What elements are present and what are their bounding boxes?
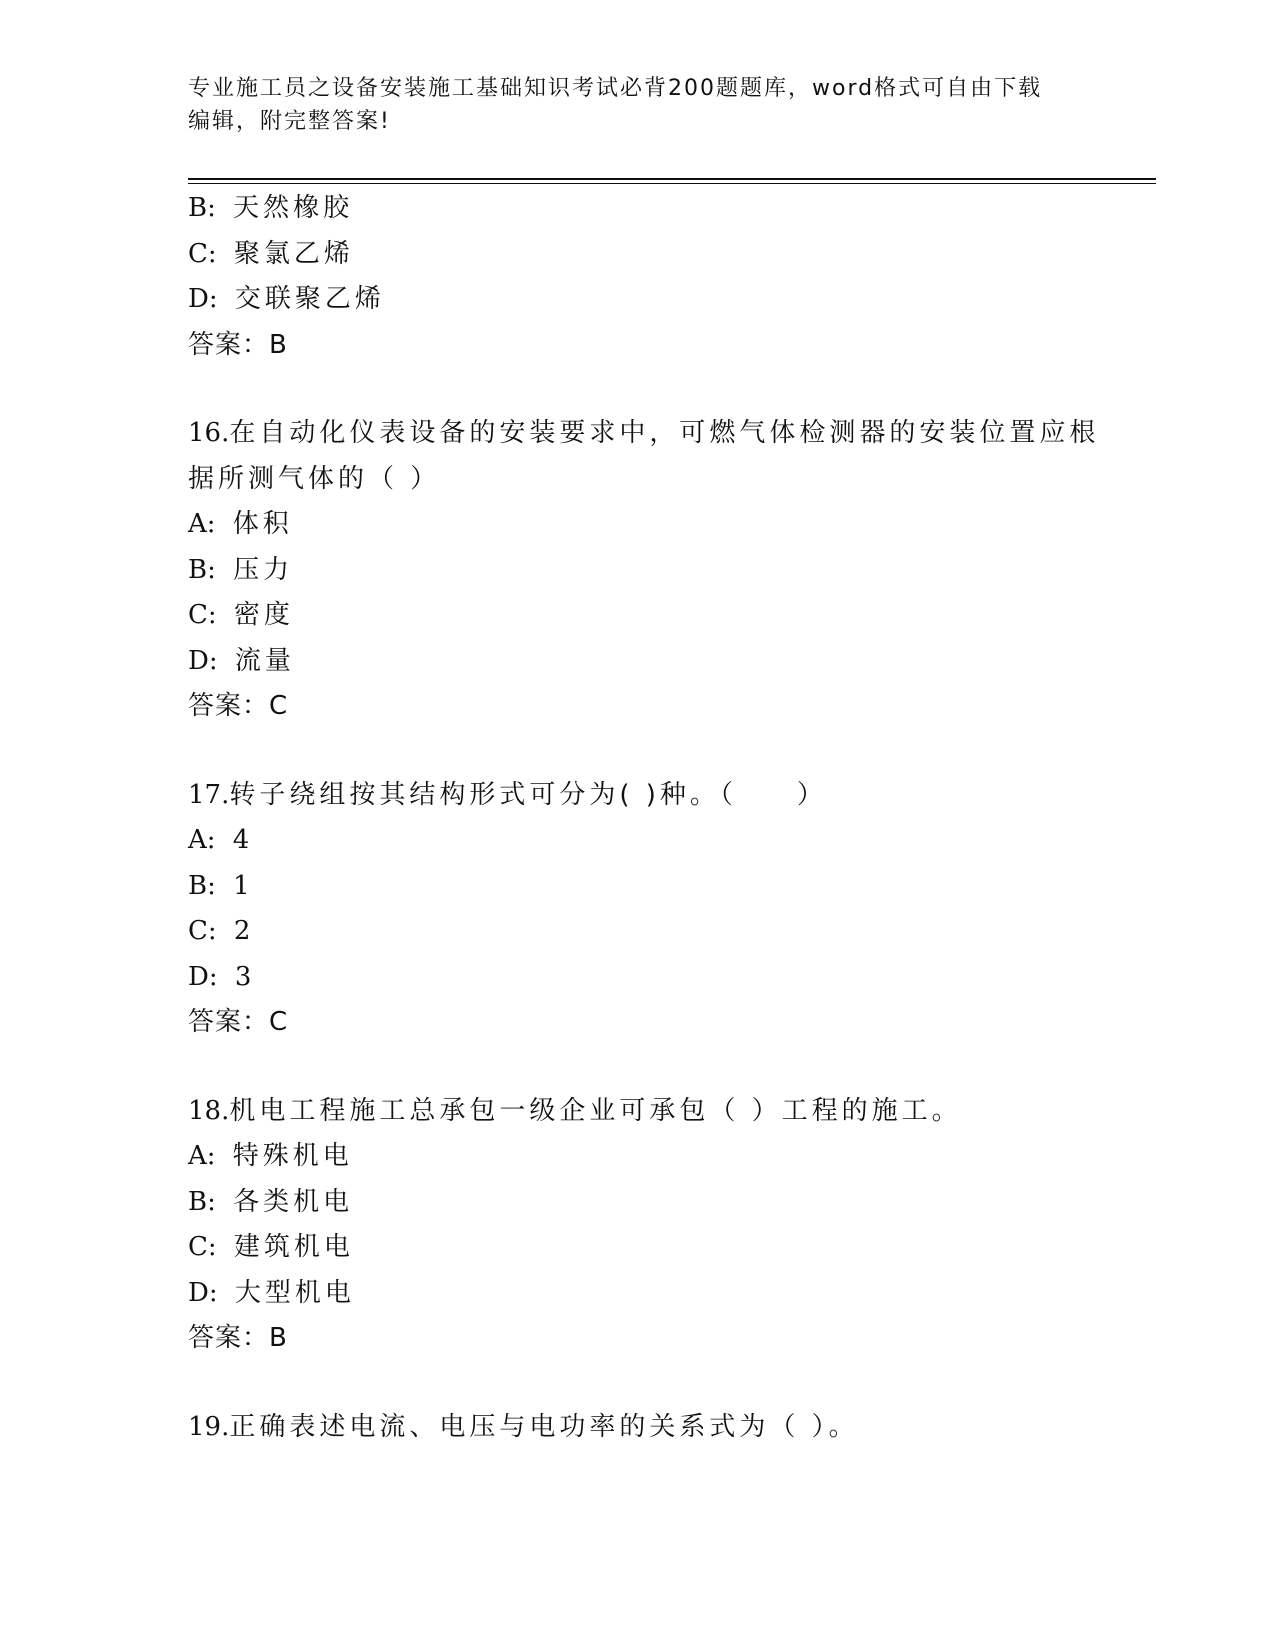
option-a: A: 4 bbox=[188, 825, 250, 855]
option-d: D: 大型机电 bbox=[188, 1277, 355, 1308]
question-text: 19.正确表述电流、电压与电功率的关系式为（ ）。 bbox=[188, 1411, 859, 1442]
header-divider-thick bbox=[188, 178, 1156, 180]
option-c: C: 聚氯乙烯 bbox=[188, 238, 354, 269]
question-15-continued bbox=[188, 186, 1088, 368]
option-b: B: 天然橡胶 bbox=[188, 193, 354, 223]
question-16 bbox=[188, 411, 1100, 730]
option-d: D: 交联聚乙烯 bbox=[188, 284, 385, 314]
question-19 bbox=[188, 1405, 1088, 1451]
answer-line: 答案：B bbox=[188, 329, 288, 360]
option-b: B: 各类机电 bbox=[188, 1186, 354, 1217]
header-line-1: 专业施工员之设备安装施工基础知识考试必背200题题库，word格式可自由下载 bbox=[188, 76, 1043, 101]
question-18 bbox=[188, 1089, 1088, 1362]
header-divider-thin bbox=[188, 183, 1156, 184]
option-b: B: 压力 bbox=[188, 554, 294, 585]
answer-line: 答案：B bbox=[188, 1323, 288, 1353]
question-text-continued: 据所测气体的（ ） bbox=[188, 463, 441, 494]
question-17 bbox=[188, 773, 1088, 1046]
option-c: C: 建筑机电 bbox=[188, 1232, 354, 1262]
answer-line: 答案：C bbox=[188, 691, 289, 721]
header-line-2: 编辑，附完整答案! bbox=[188, 109, 391, 134]
option-a: A: 特殊机电 bbox=[188, 1141, 353, 1171]
question-text: 18.机电工程施工总承包一级企业可承包（ ）工程的施工。 bbox=[188, 1095, 962, 1126]
option-c: C: 密度 bbox=[188, 600, 294, 630]
option-d: D: 3 bbox=[188, 961, 252, 992]
option-c: C: 2 bbox=[188, 916, 251, 946]
document-header bbox=[188, 72, 1088, 138]
question-text: 17.转子绕组按其结构形式可分为( )种。（ ） bbox=[188, 779, 827, 810]
option-b: B: 1 bbox=[188, 870, 250, 901]
answer-line: 答案：C bbox=[188, 1007, 289, 1037]
question-text: 16.在自动化仪表设备的安装要求中，可燃气体检测器的安装位置应根 bbox=[188, 418, 1100, 448]
question-list bbox=[188, 186, 1100, 1450]
option-d: D: 流量 bbox=[188, 645, 295, 676]
option-a: A: 体积 bbox=[188, 509, 293, 539]
